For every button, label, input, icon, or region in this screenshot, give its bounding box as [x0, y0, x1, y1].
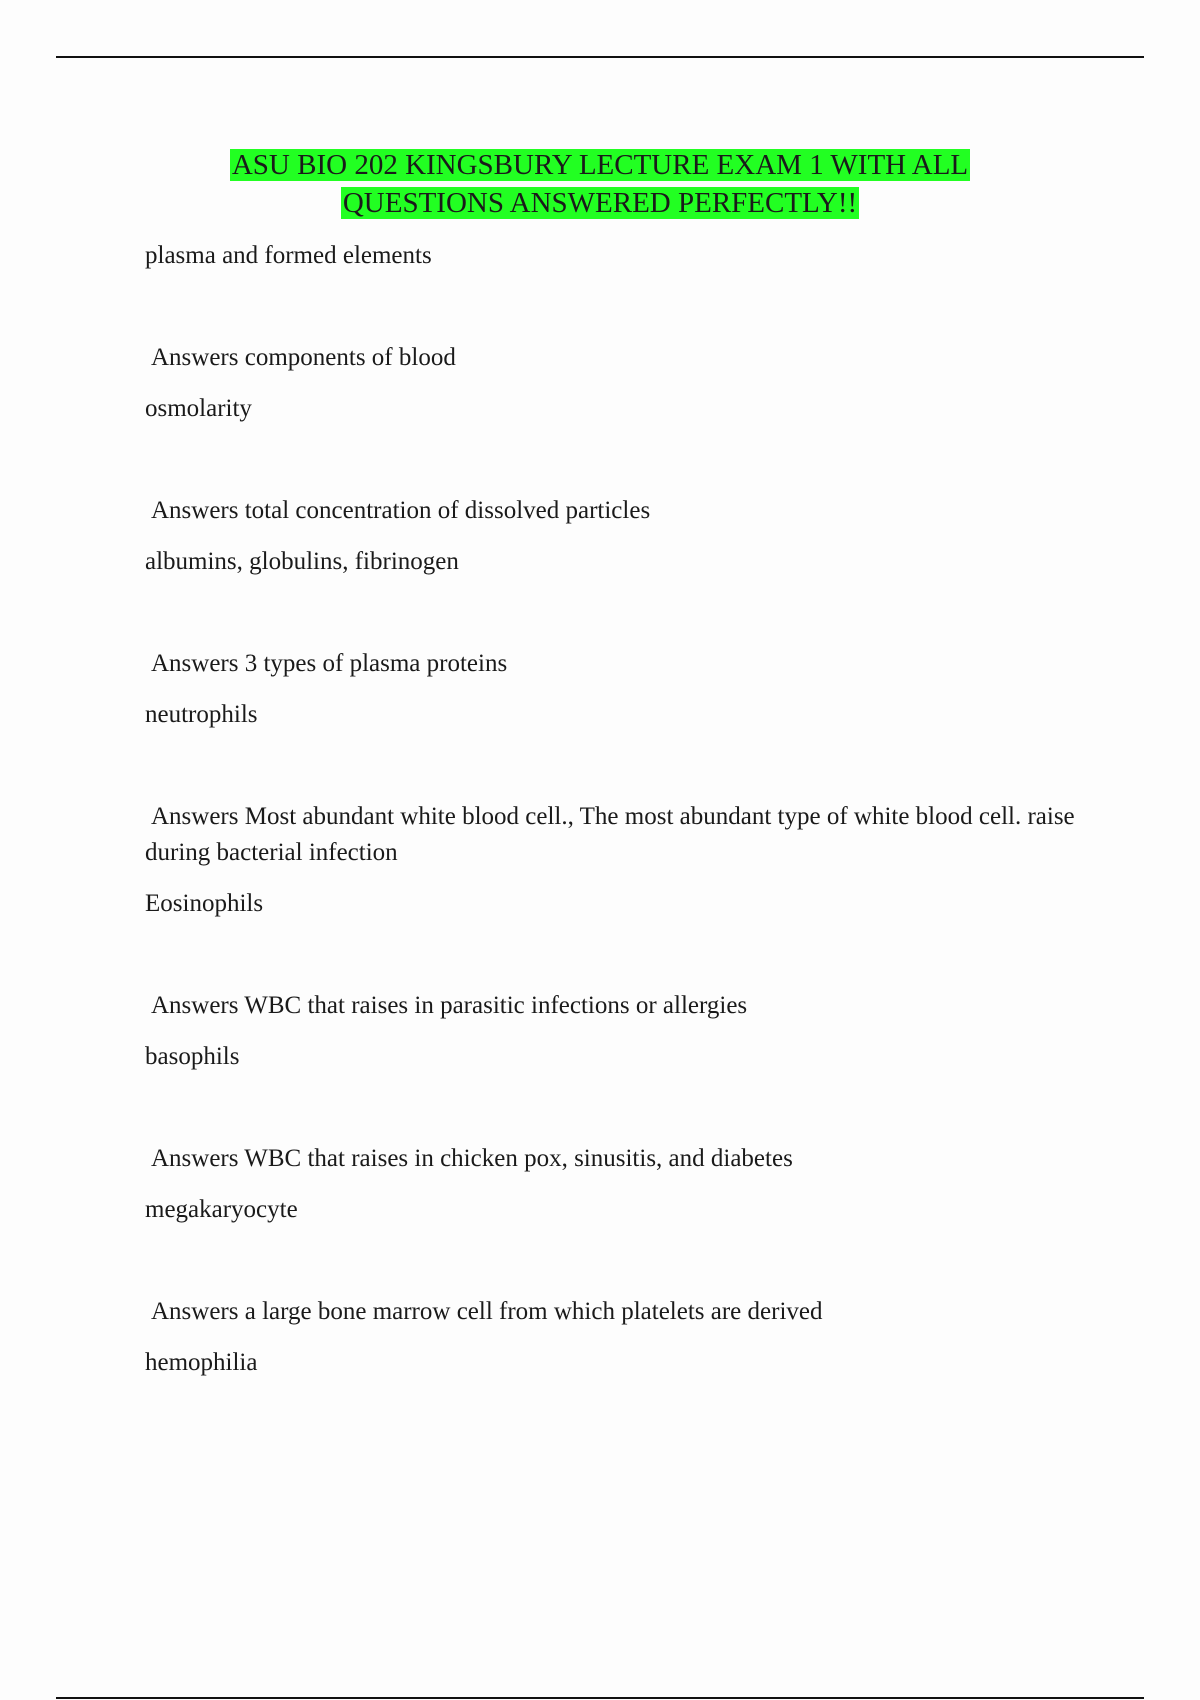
header-rule: [56, 56, 1144, 58]
answer-text: Answers 3 types of plasma proteins: [151, 650, 508, 677]
term-text: osmolarity: [145, 395, 252, 422]
answer-text: Answers total concentration of dissolved particles: [151, 497, 651, 524]
document-title: [0, 146, 1200, 222]
answer-text: Answers a large bone marrow cell from which platelets are derived: [151, 1298, 823, 1325]
term-text: plasma and formed elements: [145, 242, 432, 269]
term-text: hemophilia: [145, 1349, 258, 1376]
footer-rule: [56, 1697, 1144, 1699]
term-text: basophils: [145, 1043, 240, 1070]
answer-text: Answers WBC that raises in parasitic infections or allergies: [151, 992, 748, 1019]
answer-text: Answers Most abundant white blood cell., The most abundant type of white blood cell. raise during bacterial infection: [145, 803, 1075, 866]
title-line-2: QUESTIONS ANSWERED PERFECTLY!!: [342, 187, 858, 219]
answer-text: Answers WBC that raises in chicken pox, sinusitis, and diabetes: [151, 1145, 793, 1172]
flashcard-list: [145, 238, 1085, 1381]
answer-text: Answers components of blood: [151, 344, 456, 371]
title-line-1: ASU BIO 202 KINGSBURY LECTURE EXAM 1 WITH ALL: [231, 149, 969, 181]
term-text: neutrophils: [145, 701, 258, 728]
term-text: albumins, globulins, fibrinogen: [145, 548, 459, 575]
term-text: Eosinophils: [145, 890, 264, 917]
term-text: megakaryocyte: [145, 1196, 298, 1223]
